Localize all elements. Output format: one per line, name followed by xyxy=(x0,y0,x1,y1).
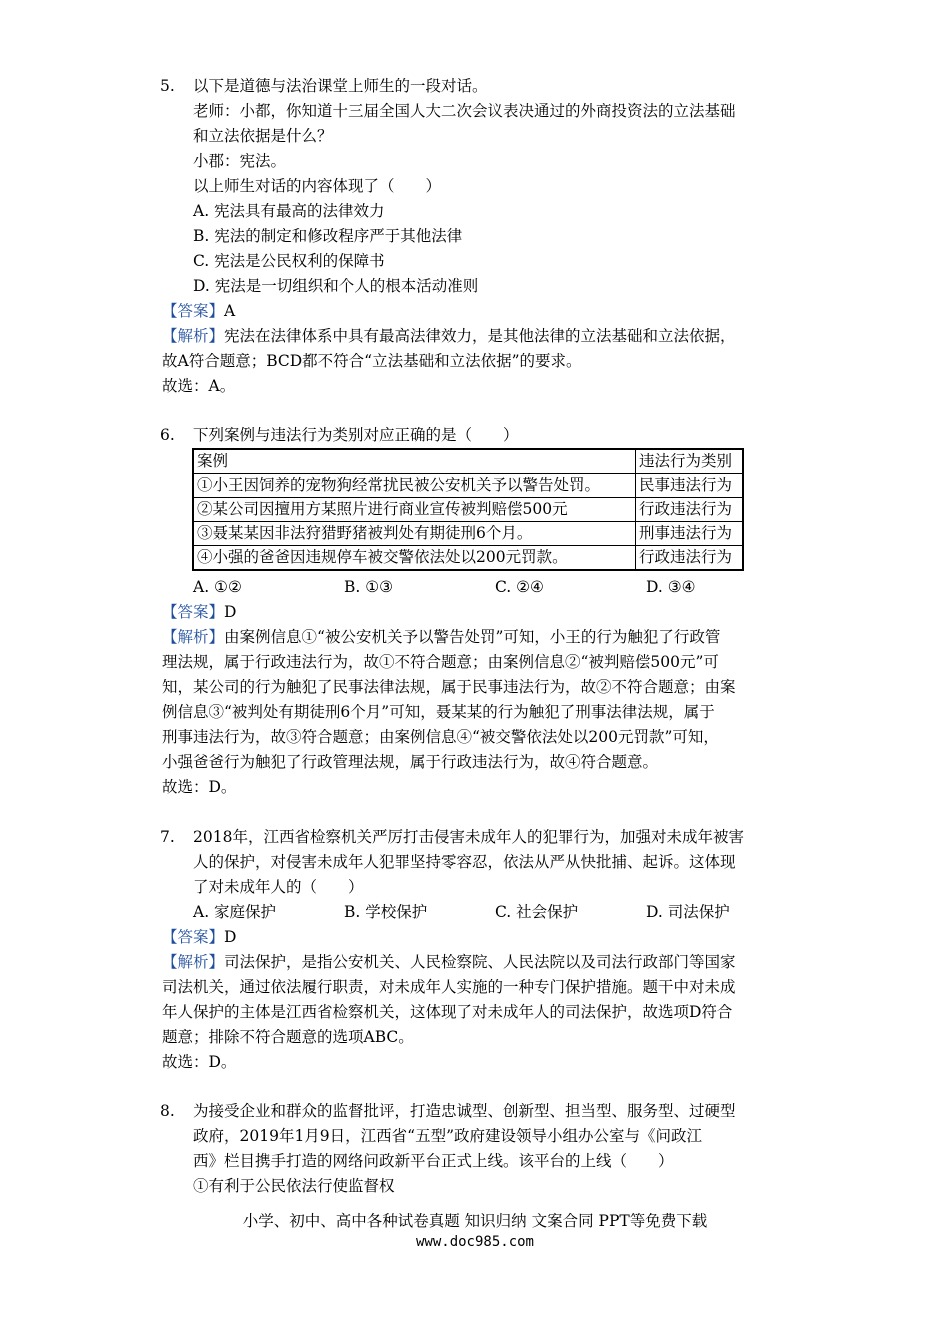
q7-number: 7. xyxy=(160,828,175,846)
q6-analysis-line-1 xyxy=(162,626,720,648)
answer-value: D xyxy=(224,928,237,946)
table-cell-case: ③聂某某因非法狩猎野猪被判处有期徒刑6个月。 xyxy=(193,522,636,546)
q6-option-b: B. ①③ xyxy=(344,578,394,596)
q5-option-d: D. 宪法是一切组织和个人的根本活动准则 xyxy=(193,277,479,295)
q5-teacher-line-2: 和立法依据是什么？ xyxy=(193,127,333,145)
analysis-tag: 【解析】 xyxy=(162,628,225,646)
table-header-category: 违法行为类别 xyxy=(636,449,744,474)
q5-answer xyxy=(162,300,235,322)
q7-option-c: C. 社会保护 xyxy=(495,903,579,921)
analysis-text: 司法保护，是指公安机关、人民检察院、人民法院以及司法行政部门等国家 xyxy=(224,953,736,971)
q5-number: 5. xyxy=(160,77,175,95)
table-cell-case: ②某公司因擅用方某照片进行商业宣传被判赔偿500元 xyxy=(193,498,636,522)
analysis-text: 宪法在法律体系中具有最高法律效力，是其他法律的立法基础和立法依据， xyxy=(224,327,736,345)
table-row xyxy=(193,474,743,498)
q7-analysis-line-2: 司法机关，通过依法履行职责，对未成年人实施的一种专门保护措施。题干中对未成 xyxy=(162,978,736,996)
q5-option-a: A. 宪法具有最高的法律效力 xyxy=(193,202,385,220)
answer-value: A xyxy=(224,302,236,320)
q6-option-c: C. ②④ xyxy=(495,578,544,596)
q6-analysis-line-6: 小强爸爸行为触犯了行政管理法规，属于行政违法行为，故④符合题意。 xyxy=(162,753,659,771)
q7-choose: 故选：D。 xyxy=(162,1053,237,1071)
q5-choose: 故选：A。 xyxy=(162,377,236,395)
q6-analysis-line-5: 刑事违法行为，故③符合题意；由案例信息④“被交警依法处以200元罚款”可知， xyxy=(162,728,719,746)
q6-analysis-line-2: 理法规，属于行政违法行为，故①不符合题意；由案例信息②“被判赔偿500元”可 xyxy=(162,653,719,671)
q7-answer xyxy=(162,926,236,948)
table-cell-case: ①小王因饲养的宠物狗经常扰民被公安机关予以警告处罚。 xyxy=(193,474,636,498)
q8-stem-line-1: 为接受企业和群众的监督批评，打造忠诚型、创新型、担当型、服务型、过硬型 xyxy=(193,1102,736,1120)
q5-option-b: B. 宪法的制定和修改程序严于其他法律 xyxy=(193,227,463,245)
table-cell-case: ④小强的爸爸因违规停车被交警依法处以200元罚款。 xyxy=(193,546,636,571)
q5-analysis-line-2: 故A符合题意；BCD都不符合“立法基础和立法依据”的要求。 xyxy=(162,352,582,370)
q7-stem-line-3: 了对未成年人的（ ） xyxy=(193,878,364,896)
q6-option-d: D. ③④ xyxy=(646,578,696,596)
q6-stem: 下列案例与违法行为类别对应正确的是（ ） xyxy=(193,426,519,444)
analysis-text: 由案例信息①“被公安机关予以警告处罚”可知，小王的行为触犯了行政管 xyxy=(224,628,721,646)
q8-number: 8. xyxy=(160,1102,175,1120)
q8-stem-line-3: 西》栏目携手打造的网络问政新平台正式上线。该平台的上线（ ） xyxy=(193,1152,674,1170)
case-table xyxy=(192,448,744,571)
q5-analysis-line-1 xyxy=(162,325,736,347)
answer-tag: 【答案】 xyxy=(162,603,225,621)
table-header-case: 案例 xyxy=(193,449,636,474)
q8-item-1: ①有利于公民依法行使监督权 xyxy=(193,1177,395,1195)
q7-option-d: D. 司法保护 xyxy=(646,903,730,921)
table-cell-category: 行政违法行为 xyxy=(636,546,744,571)
q5-stem: 以下是道德与法治课堂上师生的一段对话。 xyxy=(193,77,488,95)
table-row xyxy=(193,522,743,546)
q6-number: 6. xyxy=(160,426,175,444)
table-header-row xyxy=(193,449,743,474)
q5-option-c: C. 宪法是公民权利的保障书 xyxy=(193,252,385,270)
q6-choose: 故选：D。 xyxy=(162,778,237,796)
q6-analysis-line-3: 知，某公司的行为触犯了民事法律法规，属于民事违法行为，故②不符合题意；由案 xyxy=(162,678,736,696)
q6-answer xyxy=(162,601,236,623)
q5-student-line: 小郡：宪法。 xyxy=(193,152,287,170)
q5-teacher-line-1: 老师：小都，你知道十三届全国人大二次会议表决通过的外商投资法的立法基础 xyxy=(193,102,736,120)
q7-analysis-line-1 xyxy=(162,951,736,973)
table-row xyxy=(193,546,743,571)
analysis-tag: 【解析】 xyxy=(162,327,225,345)
footer-promo-text: 小学、初中、高中各种试卷真题 知识归纳 文案合同 PPT等免费下载 xyxy=(242,1212,708,1230)
q8-stem-line-2: 政府，2019年1月9日，江西省“五型”政府建设领导小组办公室与《问政江 xyxy=(193,1127,703,1145)
q7-option-a: A. 家庭保护 xyxy=(193,903,277,921)
q7-stem-line-2: 人的保护，对侵害未成年人犯罪坚持零容忍，依法从严从快批捕、起诉。这体现 xyxy=(193,853,736,871)
footer-url: www.doc985.com xyxy=(415,1234,534,1250)
answer-tag: 【答案】 xyxy=(162,928,225,946)
answer-tag: 【答案】 xyxy=(162,302,225,320)
q6-option-a: A. ①② xyxy=(193,578,242,596)
q6-analysis-line-4: 例信息③“被判处有期徒刑6个月”可知，聂某某的行为触犯了刑事法律法规，属于 xyxy=(162,703,715,721)
q7-stem-line-1: 2018年，江西省检察机关严厉打击侵害未成年人的犯罪行为，加强对未成年被害 xyxy=(193,828,744,846)
q7-analysis-line-3: 年人保护的主体是江西省检察机关，这体现了对未成年人的司法保护，故选项D符合 xyxy=(162,1003,733,1021)
q7-analysis-line-4: 题意；排除不符合题意的选项ABC。 xyxy=(162,1028,414,1046)
q5-question: 以上师生对话的内容体现了（ ） xyxy=(193,177,442,195)
table-row xyxy=(193,498,743,522)
analysis-tag: 【解析】 xyxy=(162,953,225,971)
table-cell-category: 民事违法行为 xyxy=(636,474,744,498)
table-cell-category: 行政违法行为 xyxy=(636,498,744,522)
answer-value: D xyxy=(224,603,237,621)
table-cell-category: 刑事违法行为 xyxy=(636,522,744,546)
q7-option-b: B. 学校保护 xyxy=(344,903,428,921)
